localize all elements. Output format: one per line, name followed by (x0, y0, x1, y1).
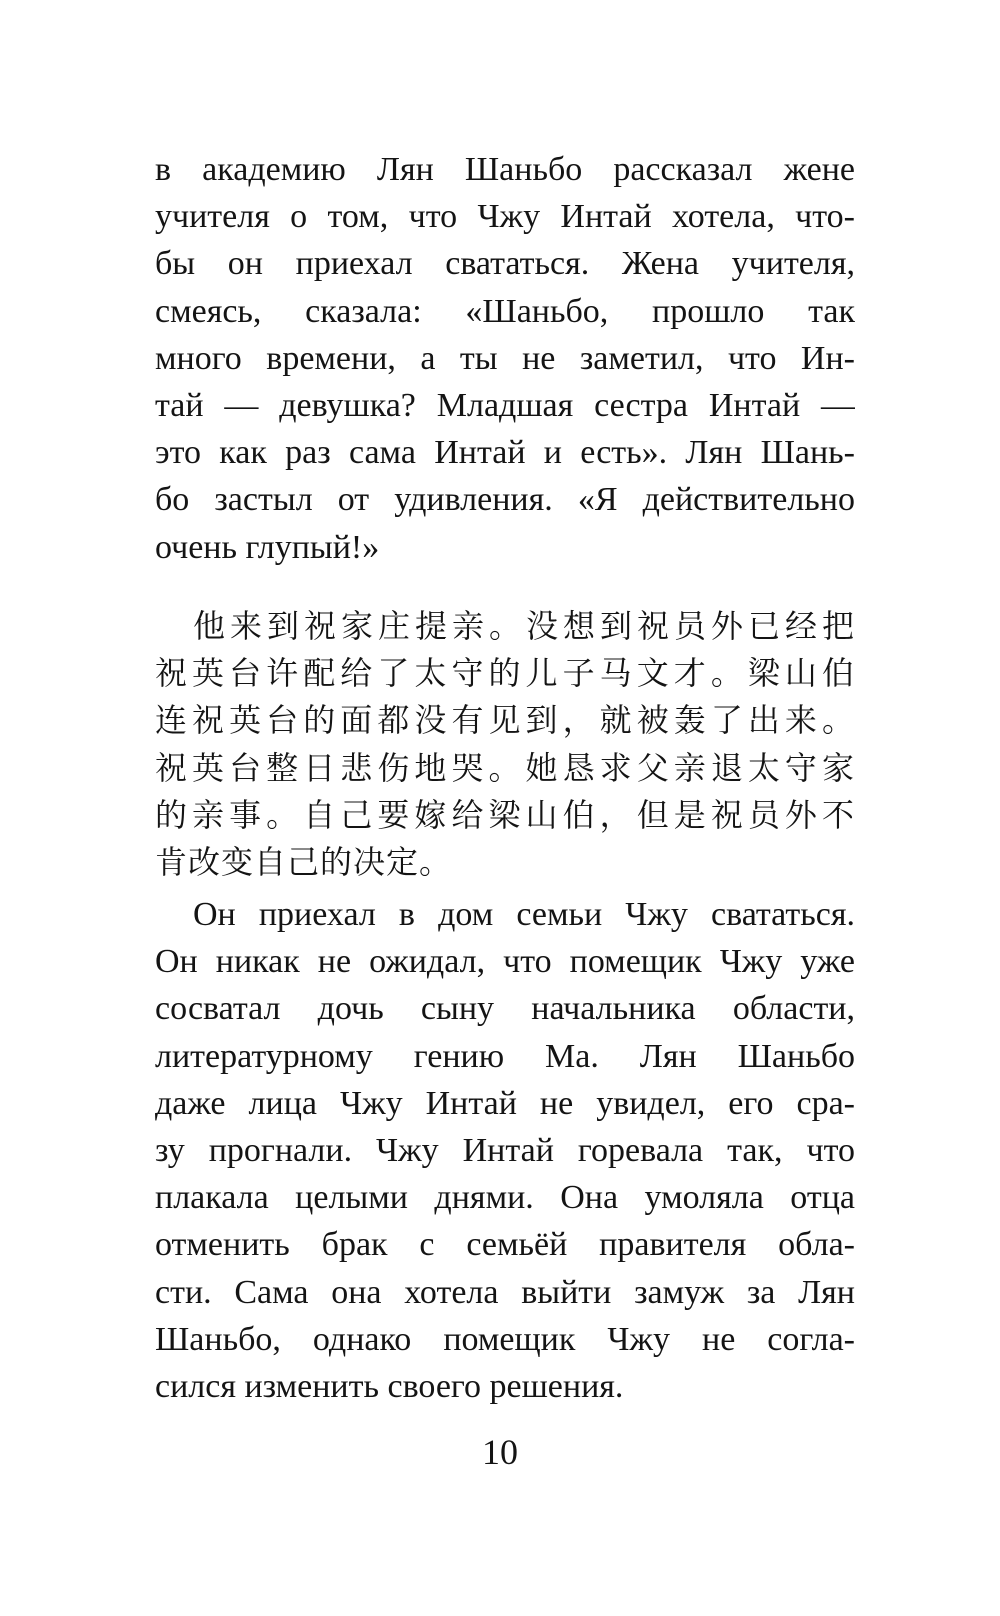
text-line: даже лица Чжу Интай не увидел, его сра- (155, 1084, 855, 1122)
text-line: в академию Лян Шаньбо рассказал жене (155, 151, 855, 188)
text-line: сился изменить своего решения. (155, 1367, 624, 1405)
text-line: это как раз сама Интай и есть». Лян Шань- (155, 434, 855, 472)
text-line: Шаньбо, однако помещик Чжу не согла- (155, 1320, 855, 1358)
text-line: 他来到祝家庄提亲。没想到祝员外已经把 (193, 607, 855, 645)
text-line: литературному гению Ма. Лян Шаньбо (155, 1037, 855, 1075)
text-line: 肯改变自己的决定。 (155, 842, 453, 881)
text-line: учителя о том, что Чжу Интай хотела, что- (155, 198, 855, 236)
text-line: 祝英台整日悲伤地哭。她恳求父亲退太守家 (155, 748, 855, 787)
text-line: тай — девушка? Младшая сестра Интай — (155, 386, 855, 424)
paragraph-russian-2 (155, 891, 855, 1410)
page-number: 10 (482, 1432, 518, 1472)
text-line: бо застыл от удивления. «Я действительно (155, 481, 855, 519)
paragraph-chinese (155, 603, 855, 886)
text-line: отменить брак с семьёй правителя обла- (155, 1226, 855, 1264)
text-line: плакала целыми днями. Она умоляла отца (155, 1179, 855, 1217)
text-line: 祝英台许配给了太守的儿子马文才。梁山伯 (155, 654, 855, 693)
text-line: 连祝英台的面都没有见到，就被轰了出来。 (155, 701, 855, 740)
text-line: Он приехал в дом семьи Чжу свататься. (193, 896, 855, 933)
text-line: сти. Сама она хотела выйти замуж за Лян (155, 1273, 855, 1311)
paragraph-russian-1 (155, 146, 855, 571)
text-line: сосватал дочь сыну начальника области, (155, 990, 855, 1028)
text-line: бы он приехал свататься. Жена учителя, (155, 245, 855, 283)
text-line: зу прогнали. Чжу Интай горевала так, что (155, 1131, 855, 1169)
text-line: 的亲事。自己要嫁给梁山伯，但是祝员外不 (155, 795, 855, 834)
text-line: Он никак не ожидал, что помещик Чжу уже (155, 943, 855, 981)
text-line: смеясь, сказала: «Шаньбо, прошло так (155, 292, 855, 330)
text-line: много времени, а ты не заметил, что Ин- (155, 339, 855, 377)
text-line: очень глупый!» (155, 528, 380, 566)
